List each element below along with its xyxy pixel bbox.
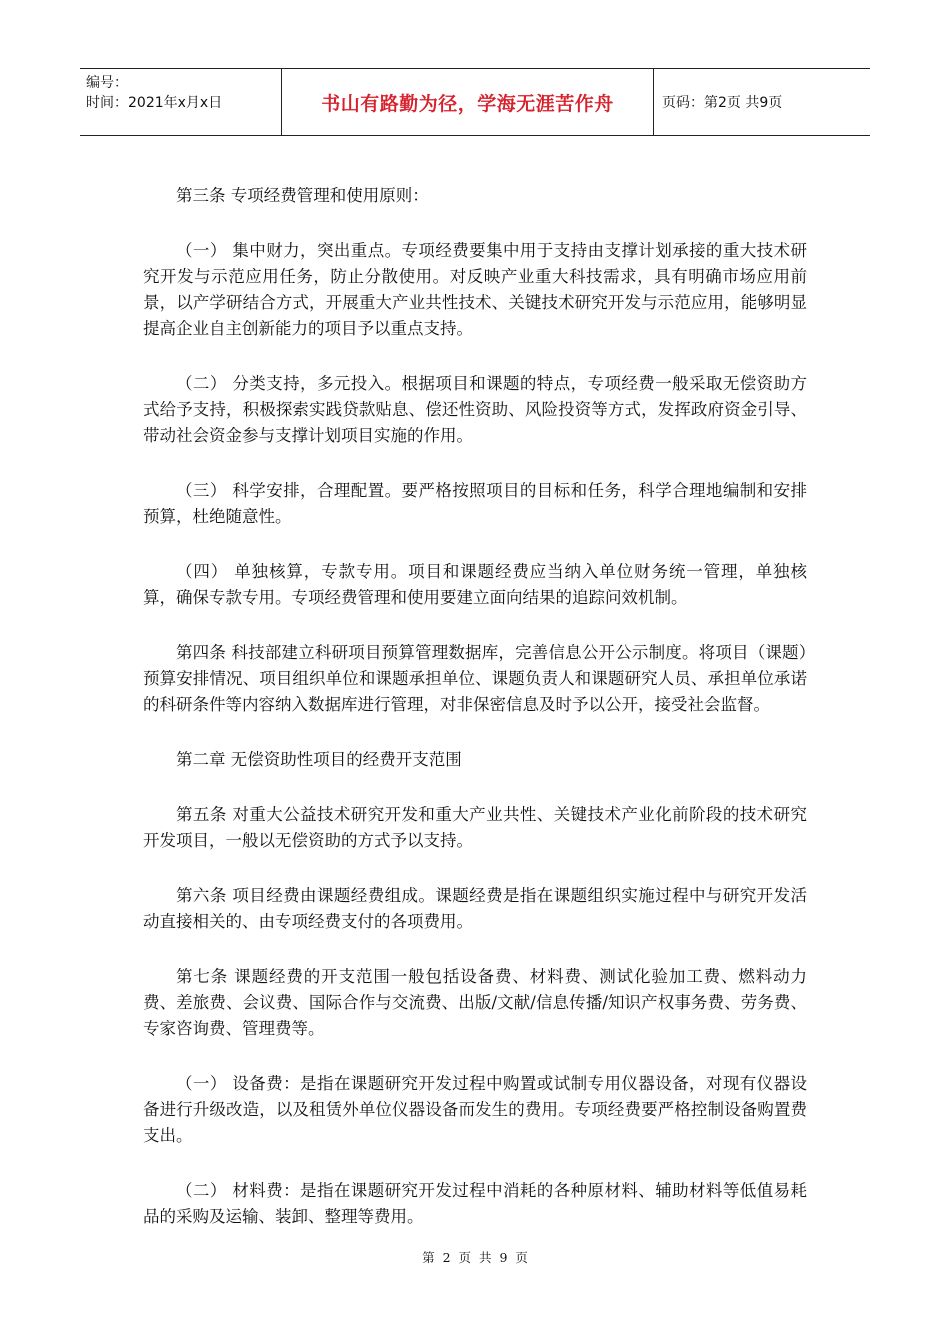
- paragraph: （四） 单独核算，专款专用。项目和课题经费应当纳入单位财务统一管理，单独核算，确保专款专用。专项经费管理和使用要建立面向结果的追踪问效机制。: [143, 562, 807, 607]
- paragraph: （三） 科学安排，合理配置。要严格按照项目的目标和任务，科学合理地编制和安排预算，杜绝随意性。: [143, 481, 807, 526]
- date-line: 时间：2021年x月x日: [86, 95, 223, 111]
- header-meta: [80, 69, 282, 135]
- motto-text: 书山有路勤为径，学海无涯苦作舟: [321, 92, 614, 115]
- page-footer: [0, 1248, 950, 1266]
- document-header: [80, 68, 870, 136]
- paragraph: 第六条 项目经费由课题经费组成。课题经费是指在课题组织实施过程中与研究开发活动直接相关的、由专项经费支付的各项费用。: [143, 886, 807, 931]
- number-label: 编号：: [86, 75, 128, 91]
- paragraph: （一） 设备费：是指在课题研究开发过程中购置或试制专用仪器设备，对现有仪器设备进行升级改造，以及租赁外单位仪器设备而发生的费用。专项经费要严格控制设备购置费支出。: [143, 1074, 807, 1145]
- paragraph: 第五条 对重大公益技术研究开发和重大产业共性、关键技术产业化前阶段的技术研究开发项目，一般以无偿资助的方式予以支持。: [143, 805, 807, 850]
- header-page-code-cell: [654, 69, 870, 135]
- paragraph: 第四条 科技部建立科研项目预算管理数据库，完善信息公开公示制度。将项目（课题）预算安排情况、项目组织单位和课题承担单位、课题负责人和课题研究人员、承担单位承诺的科研条件等内容纳入数据库进行管理，对非保密信息及时予以公开，接受社会监督。: [143, 643, 807, 714]
- paragraph: （二） 分类支持，多元投入。根据项目和课题的特点，专项经费一般采取无偿资助方式给予支持，积极探索实践贷款贴息、偿还性资助、风险投资等方式，发挥政府资金引导、带动社会资金参与支撑计划项目实施的作用。: [143, 374, 807, 445]
- paragraph: 第三条 专项经费管理和使用原则：: [176, 186, 429, 205]
- page-code: 页码：第2页 共9页: [662, 95, 783, 111]
- header-motto-cell: [282, 69, 654, 135]
- paragraph: 第七条 课题经费的开支范围一般包括设备费、材料费、测试化验加工费、燃料动力费、差旅费、会议费、国际合作与交流费、出版/文献/信息传播/知识产权事务费、劳务费、专家咨询费、管理费等。: [143, 967, 807, 1038]
- paragraph: （二） 材料费：是指在课题研究开发过程中消耗的各种原材料、辅助材料等低值易耗品的采购及运输、装卸、整理等费用。: [143, 1181, 807, 1226]
- paragraph: （一） 集中财力，突出重点。专项经费要集中用于支持由支撑计划承接的重大技术研究开发与示范应用任务，防止分散使用。对反映产业重大科技需求，具有明确市场应用前景，以产学研结合方式，开展重大产业共性技术、关键技术研究开发与示范应用，能够明显提高企业自主创新能力的项目予以重点支持。: [143, 241, 807, 338]
- document-body: [143, 183, 807, 1259]
- footer-page-number: 第 2 页 共 9 页: [422, 1250, 528, 1265]
- chapter-heading: 第二章 无偿资助性项目的经费开支范围: [176, 750, 462, 769]
